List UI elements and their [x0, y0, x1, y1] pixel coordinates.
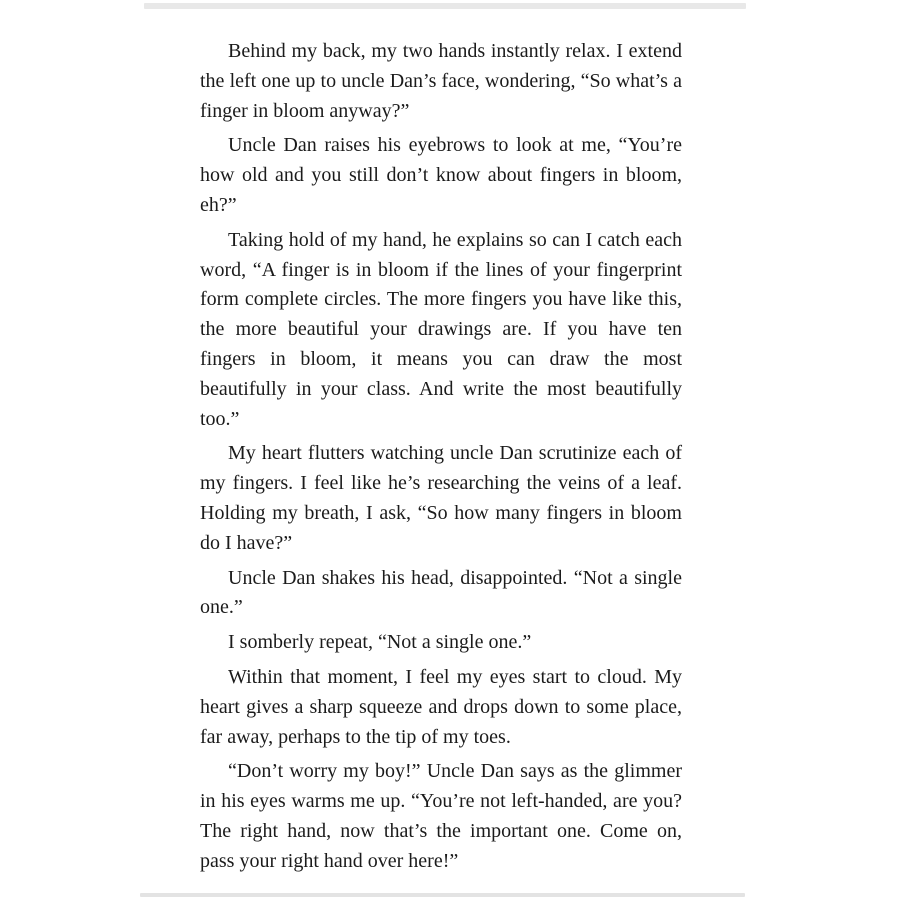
paragraph: “Don’t worry my boy!” Uncle Dan says as the glimmer in his eyes warms me up. “You’re not left-handed, are you? The right hand, now that’s the important one. Come on, pass your right hand over here!”	[200, 760, 682, 872]
paragraph: Uncle Dan raises his eyebrows to look at me, “You’re how old and you still don’t know about fingers in bloom, eh?”	[200, 134, 682, 216]
paragraph: I somberly repeat, “Not a single one.”	[228, 631, 532, 654]
paragraph: Taking hold of my hand, he explains so can I catch each word, “A finger is in bloom if the lines of your fingerprint form complete circles. The more fingers you have like this, the more beautiful your drawings are. If you have ten fingers in bloom, it means you can draw the most beautifully in your class. And write the most beautifully too.”	[200, 228, 682, 430]
page-text	[200, 37, 682, 877]
paragraph: Within that moment, I feel my eyes start to cloud. My heart gives a sharp squeeze and drops down to some place, far away, perhaps to the tip of my toes.	[200, 665, 682, 748]
page-scan-edge-bottom	[140, 893, 745, 897]
paragraph: Behind my back, my two hands instantly relax. I extend the left one up to uncle Dan’s face, wondering, “So what’s a finger in bloom anyway?”	[200, 40, 682, 122]
paragraph: Uncle Dan shakes his head, disappointed. “Not a single one.”	[200, 566, 682, 619]
page-scan-edge-top	[144, 3, 746, 9]
paragraph: My heart flutters watching uncle Dan scrutinize each of my fingers. I feel like he’s researching the veins of a leaf. Holding my breath, I ask, “So how many fingers in bloom do I have?”	[200, 442, 682, 554]
